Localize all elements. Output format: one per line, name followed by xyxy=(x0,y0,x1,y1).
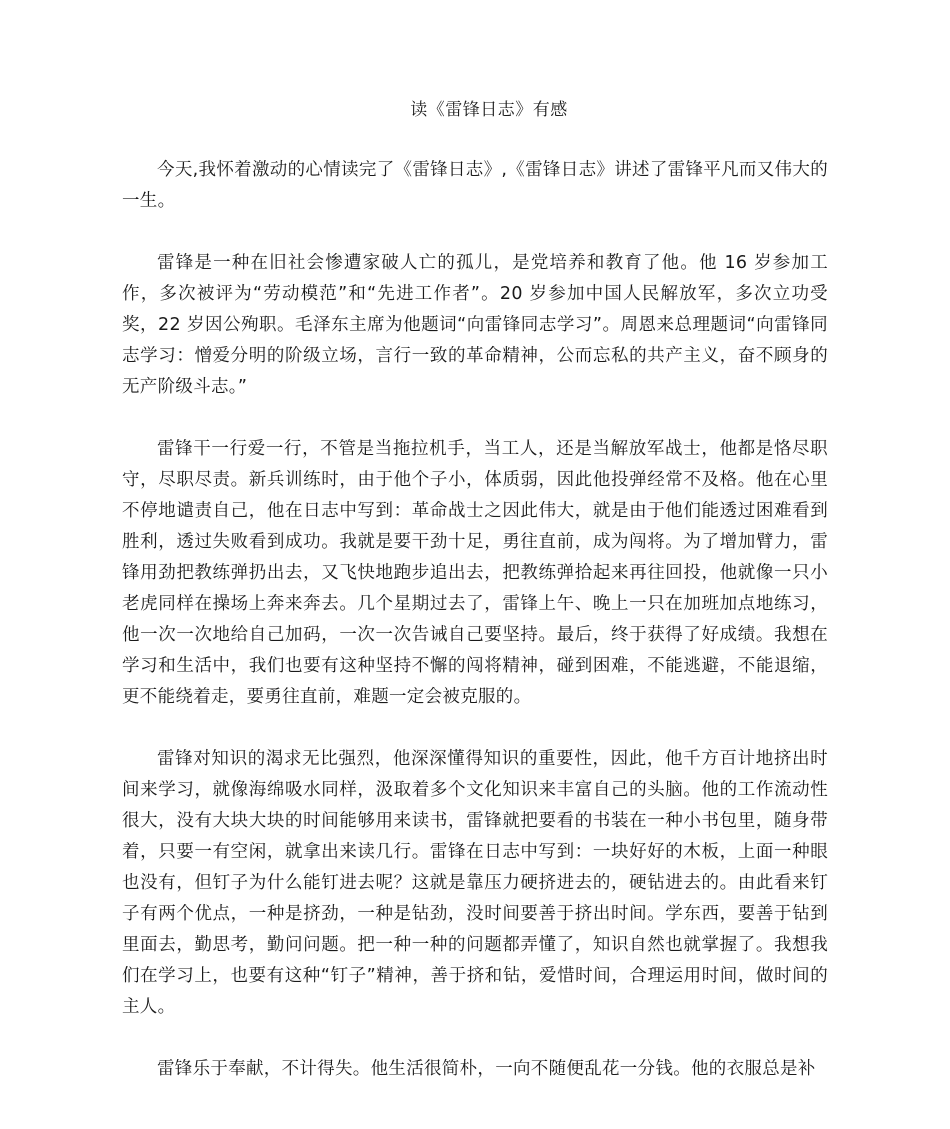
paragraph-intro: 今天,我怀着激动的心情读完了《雷锋日志》,《雷锋日志》讲述了雷锋平凡而又伟大的一生。 xyxy=(122,160,828,211)
paragraph-learning: 雷锋对知识的渴求无比强烈，他深深懂得知识的重要性，因此，他千方百计地挤出时间来学习，就像海绵吸水同样，汲取着多个文化知识来丰富自己的头脑。他的工作流动性很大，没有大块大块的时间能够用来读书，雷锋就把要看的书装在一种小书包里，随身带着，只要一有空闲，就拿出来读几行。雷锋在日志中写到：一块好好的木板，上面一种眼也没有，但钉子为什么能钉进去呢？这就是靠压力硬挤进去的，硬钻进去的。由此看来钉子有两个优点，一种是挤劲，一种是钻劲，没时间要善于挤出时间。学东西，要善于钻到里面去，勤思考，勤问问题。把一种一种的问题都弄懂了，知识自然也就掌握了。我想我们在学习上，也要有这种“钉子”精神，善于挤和钻，爱惜时间，合理运用时间，做时间的主人。 xyxy=(122,749,828,1017)
document-title: 读《雷锋日志》有感 xyxy=(410,100,568,120)
document-body xyxy=(122,155,828,1116)
paragraph-biography: 雷锋是一种在旧社会惨遭家破人亡的孤儿，是党培养和教育了他。他 16 岁参加工作，多次被评为“劳动模范”和“先进工作者”。20 岁参加中国人民解放军，多次立功受奖，22 岁因公殉职。毛泽东主席为他题词“向雷锋同志学习”。周恩来总理题词“向雷锋同志学习：憎爱分明的阶级立场，言行一致的革命精神，公而忘私的共产主义，奋不顾身的无产阶级斗志。” xyxy=(122,253,828,397)
paragraph-dedication: 雷锋干一行爱一行，不管是当拖拉机手，当工人，还是当解放军战士，他都是恪尽职守，尽职尽责。新兵训练时，由于他个子小，体质弱，因此他投弹经常不及格。他在心里不停地谴责自己，他在日志中写到：革命战士之因此伟大，就是由于他们能透过困难看到胜利，透过失败看到成功。我就是要干劲十足，勇往直前，成为闯将。为了增加臂力，雷锋用劲把教练弹扔出去，又飞快地跑步追出去，把教练弹拾起来再往回投，他就像一只小老虎同样在操场上奔来奔去。几个星期过去了，雷锋上午、晚上一只在加班加点地练习，他一次一次地给自己加码，一次一次告诫自己要坚持。最后，终于获得了好成绩。我想在学习和生活中，我们也要有这种坚持不懈的闯将精神，碰到困难，不能逃避，不能退缩，更不能绕着走，要勇往直前，难题一定会被克服的。 xyxy=(122,439,828,707)
paragraph-frugality: 雷锋乐于奉献，不计得失。他生活很简朴，一向不随便乱花一分钱。他的衣服总是补 xyxy=(157,1059,816,1079)
